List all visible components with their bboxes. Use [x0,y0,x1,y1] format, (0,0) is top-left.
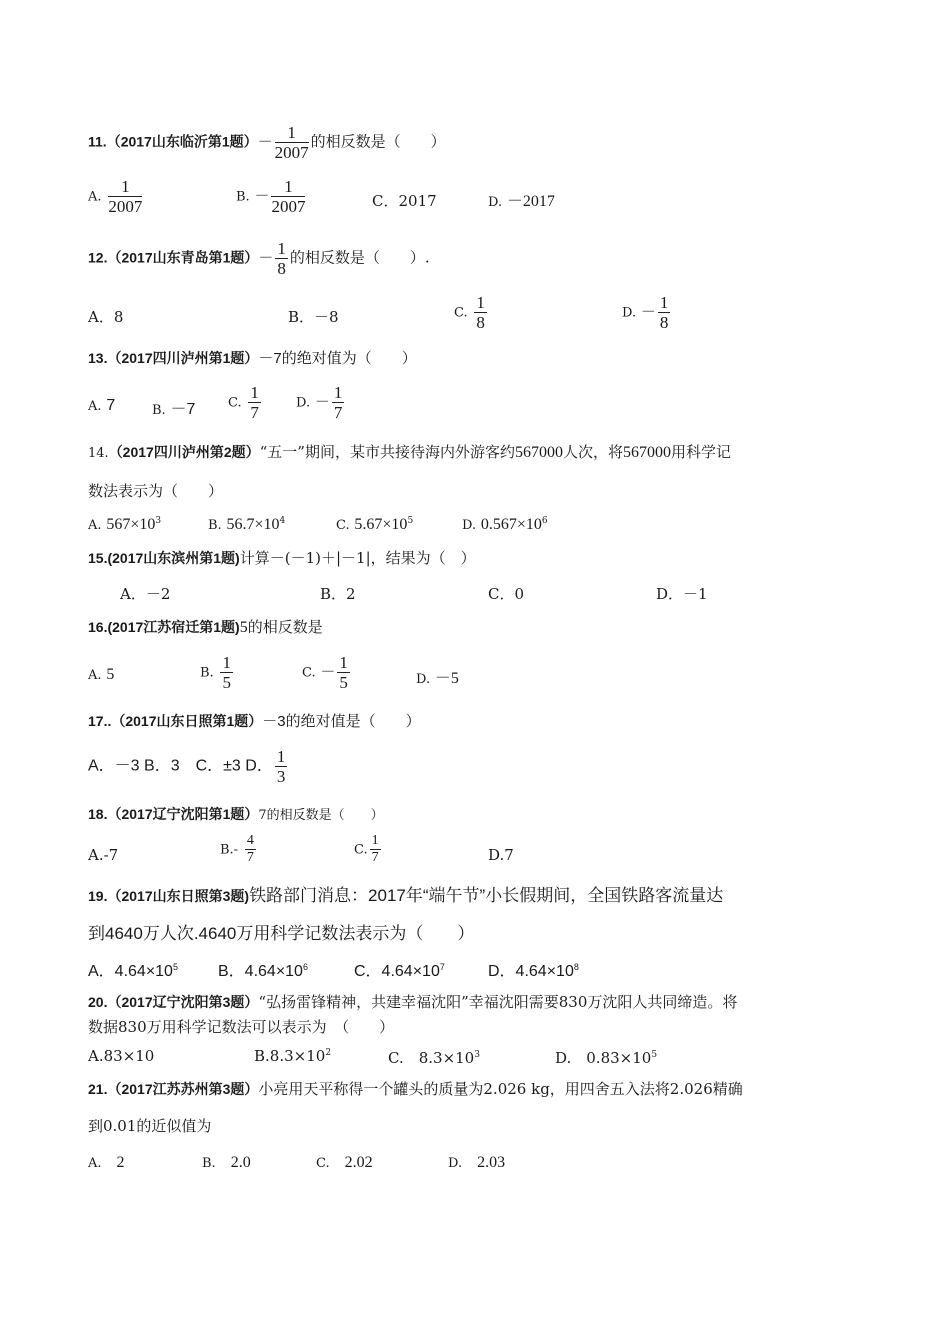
question-source: （2017辽宁沈阳第3题） [107,994,259,1010]
option-a: A.83×10 [88,1047,155,1065]
option-b: $B.8.3\times 10^2$ [254,1047,332,1065]
option-a: A. $\frac{1}{2007}$ [88,177,143,216]
fraction: $\frac{1}{7}$ [333,383,343,422]
fraction: $\frac{1}{5}$ [222,653,231,692]
option-c: C．0 [488,585,525,603]
question-stem-line2: 到0.01的近似值为 [88,1117,212,1135]
option-c: C．$4.64\times 10^7$ [354,962,445,980]
option-c: C. $5.67\times 10^5$ [336,516,414,533]
option-d: D. 2.03 [448,1154,506,1171]
fraction: $\frac{1}{2007}$ [271,177,306,216]
option-d: D. －5 [416,670,459,687]
fraction: $\frac{1}{2007}$ [108,177,143,216]
option-b: B. －7 [152,401,196,418]
options-line: A．－3 B．3 C．±3 D． $\frac{1}{3}$ [88,747,286,786]
option-b: B．－8 [288,308,339,326]
question-stem: 14.（2017四川泸州第2题）“五一”期间，某市共接待海内外游客约567000人次，将567000用科学记 [88,443,731,461]
fraction: $\frac{1}{8}$ [476,293,485,332]
option-a: A. 2 [88,1154,125,1171]
option-d: D. － $\frac{1}{7}$ [296,383,343,422]
option-a: A．－2 [120,585,171,603]
option-b: B．$4.64\times 10^6$ [218,962,308,980]
option-b: B. $56.7\times 10^4$ [208,516,286,533]
option-a: A.-7 [88,846,119,864]
option-b: B. － $\frac{1}{2007}$ [236,177,306,216]
option-d: D．$4.64\times 10^8$ [488,962,579,980]
option-a: A. 7 [88,397,116,414]
question-stem: 13.（2017四川泸州第1题）－7的绝对值为（ ） [88,349,417,367]
option-a: A．$4.64\times 10^5$ [88,962,178,980]
fraction: $\frac{1}{8}$ [277,239,286,278]
question-number: 11. [88,133,107,150]
option-d: D. $0.567\times 10^6$ [462,516,548,533]
question-stem-line2: 数据830万用科学记数法可以表示为 （ ） [88,1018,395,1036]
option-b: B. $\frac{1}{5}$ [200,653,231,692]
question-source: （2017四川泸州第1题） [107,350,259,366]
option-c: C. $\frac{1}{7}$ [228,383,259,422]
question-source: (2017江苏宿迁第1题) [107,619,240,635]
fraction: $\frac{1}{7}$ [250,383,259,422]
question-stem: 20.（2017辽宁沈阳第3题）“弘扬雷锋精神，共建幸福沈阳”幸福沈阳需要830万沈阳人共同缔造。将 [88,993,738,1011]
option-c: C. － $\frac{1}{5}$ [302,653,348,692]
option-a: A．8 [88,308,124,326]
option-d: D. －2017 [488,193,555,210]
question-stem: 16.(2017江苏宿迁第1题)5的相反数是 [88,618,323,636]
fraction: $\frac{4}{7}$ [246,833,254,865]
option-c: C. 2.02 [316,1154,373,1171]
fraction: $\frac{1}{2007}$ [274,123,309,162]
option-c: C. $\frac{1}{8}$ [454,293,485,332]
question-stem: 21.（2017江苏苏州第3题）小亮用天平称得一个罐头的质量为2.026 kg，用四舍五入法将2.026精确 [88,1080,743,1098]
option-a: A. $567\times 10^3$ [88,516,162,533]
question-stem: 12.（2017山东青岛第1题）－ $\frac{1}{8}$ 的相反数是（ ）. [88,239,430,278]
question-stem: 19.（2017山东日照第3题)铁路部门消息：2017年“端午节”小长假期间，全国铁路客流量达 [88,886,724,905]
question-stem: 11.（2017山东临沂第1题）－ $\frac{1}{2007}$ 的相反数是（ ） [88,123,446,162]
option-b: B.- $\frac{4}{7}$ [220,833,254,865]
option-c: C. $\frac{1}{7}$ [354,833,379,865]
question-source: （2017山东日照第3题) [107,888,250,904]
option-d: D．－1 [656,585,708,603]
option-d: D.7 [488,846,514,864]
fraction: $\frac{1}{3}$ [276,747,286,786]
question-source: （2017山东临沂第1题） [106,133,258,150]
question-stem: 17..（2017山东日照第1题）－3的绝对值是（ ） [88,712,421,730]
question-stem: 18.（2017辽宁沈阳第1题）7的相反数是（ ） [88,806,384,823]
question-source: （2017辽宁沈阳第1题） [107,806,259,822]
option-a: A. 5 [88,666,115,683]
option-d: D. $0.83\times 10^5$ [555,1049,658,1067]
option-b: B. 2.0 [202,1154,251,1171]
option-b: B．2 [320,585,356,603]
fraction: $\frac{1}{7}$ [371,833,379,865]
question-stem-line2: 数法表示为（ ） [88,482,224,500]
option-d: D. － $\frac{1}{8}$ [622,293,669,332]
fraction: $\frac{1}{8}$ [659,293,669,332]
question-source: （2017四川泸州第2题） [108,444,260,460]
question-stem: 15.(2017山东滨州第1题)计算－(－1)＋|－1|，结果为（ ） [88,549,476,567]
fraction: $\frac{1}{5}$ [339,653,348,692]
question-source: （2017山东青岛第1题） [107,249,259,266]
option-c: C. $8.3\times 10^3$ [388,1049,480,1067]
option-c: C．2017 [372,192,437,210]
question-stem-line2: 到4640万人次.4640万用科学记数法表示为（ ） [88,924,475,943]
question-source: (2017山东滨州第1题) [107,550,240,566]
question-source: .（2017山东日照第1题） [107,713,263,729]
question-source: （2017江苏苏州第3题） [107,1081,259,1097]
